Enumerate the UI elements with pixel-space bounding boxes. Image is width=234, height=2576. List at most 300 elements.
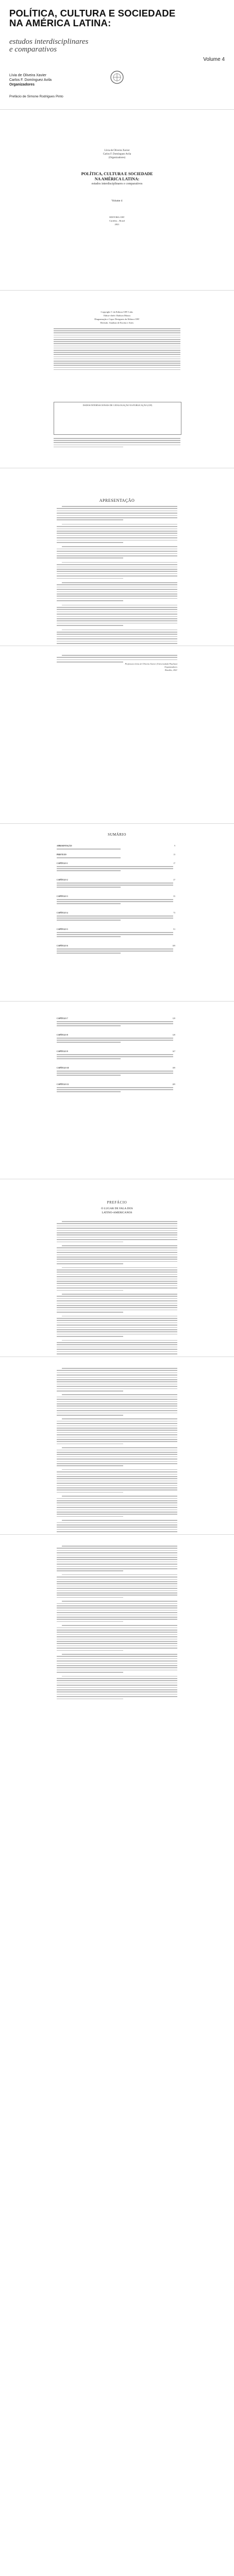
text-line	[57, 1300, 177, 1301]
text-line	[57, 1423, 177, 1424]
text-line	[54, 447, 123, 448]
text-line	[57, 887, 121, 888]
summary-entry-label: APRESENTAÇÃO	[57, 845, 72, 847]
text-line	[62, 655, 177, 656]
text-line	[57, 868, 173, 869]
page-divider	[0, 290, 234, 291]
text-line	[54, 341, 180, 342]
text-line	[57, 1590, 177, 1591]
text-line	[57, 1040, 173, 1041]
text-line	[57, 1089, 173, 1090]
text-line	[57, 1612, 177, 1613]
text-line	[57, 866, 173, 867]
text-line	[57, 564, 177, 565]
cover-volume: Volume 4	[203, 57, 225, 62]
text-line	[57, 614, 177, 615]
text-line	[57, 1405, 177, 1406]
text-line	[62, 1469, 177, 1470]
text-line	[57, 1232, 177, 1233]
text-line	[57, 1459, 177, 1460]
text-line	[54, 339, 180, 340]
text-line	[57, 1502, 177, 1503]
text-line	[57, 529, 177, 530]
summary-entry[interactable]	[57, 862, 175, 865]
text-line	[57, 1648, 177, 1649]
text-line	[57, 1634, 177, 1635]
page-divider	[0, 109, 234, 110]
text-line	[62, 1221, 177, 1222]
text-line	[57, 901, 173, 902]
text-line	[57, 1441, 177, 1442]
text-line	[57, 885, 173, 886]
text-line	[57, 1307, 177, 1308]
text-line	[57, 1283, 177, 1284]
text-line	[57, 553, 177, 554]
signature-place-date: Brasília, 2021	[165, 669, 177, 671]
text-line	[57, 1381, 177, 1382]
summary-entry[interactable]	[57, 912, 175, 914]
text-line	[57, 1349, 177, 1350]
text-line	[57, 1550, 177, 1551]
summary-heading: SUMÁRIO	[108, 833, 126, 837]
text-line	[57, 1555, 177, 1556]
text-line	[57, 1399, 177, 1400]
text-line	[62, 1654, 177, 1655]
cover-page	[0, 0, 234, 108]
text-line	[57, 1250, 177, 1251]
text-line	[57, 1687, 177, 1688]
summary-entry-page: 209	[172, 1083, 175, 1086]
text-line	[57, 1388, 177, 1389]
text-line	[57, 1372, 177, 1374]
text-line	[57, 1605, 177, 1606]
text-line	[62, 1676, 177, 1677]
text-line	[57, 1421, 177, 1422]
summary-entry-label: CAPÍTULO 11	[57, 1083, 69, 1086]
summary-entry-label: CAPÍTULO 10	[57, 1067, 69, 1069]
text-line	[57, 1597, 123, 1598]
text-line	[57, 1336, 123, 1337]
text-line	[57, 533, 177, 534]
summary-entry[interactable]	[57, 879, 175, 882]
text-line	[57, 1531, 177, 1532]
text-line	[54, 348, 180, 349]
text-line	[54, 346, 180, 347]
text-line	[57, 1471, 177, 1472]
text-line	[57, 1621, 123, 1622]
summary-entry-page: 55	[173, 895, 175, 897]
text-line	[57, 1312, 123, 1313]
text-line	[57, 1377, 177, 1378]
text-line	[57, 916, 173, 917]
text-line	[57, 1680, 177, 1681]
text-line	[57, 1527, 177, 1528]
text-line	[57, 1426, 177, 1427]
summary-entry-page: 9	[174, 845, 175, 847]
text-line	[57, 638, 177, 639]
text-line	[54, 354, 180, 355]
text-line	[57, 659, 177, 660]
text-line	[54, 343, 180, 344]
summary-continued-page	[0, 1002, 234, 1177]
text-line	[62, 630, 177, 631]
text-line	[57, 1643, 177, 1644]
text-line	[57, 1500, 177, 1501]
text-line	[57, 1058, 121, 1059]
text-line	[57, 1439, 177, 1440]
text-line	[57, 1592, 177, 1594]
page-divider	[0, 823, 234, 824]
text-line	[57, 1505, 177, 1506]
text-line	[62, 582, 177, 583]
text-line	[57, 1465, 123, 1466]
text-line	[57, 1237, 177, 1238]
cip-box	[54, 402, 181, 435]
text-line	[57, 1552, 177, 1553]
text-line	[57, 1514, 177, 1515]
text-line	[57, 618, 177, 619]
text-line	[62, 1294, 177, 1295]
text-line	[57, 569, 177, 570]
summary-entry-page: 129	[172, 1018, 175, 1020]
text-line	[57, 1415, 123, 1416]
text-line	[57, 1510, 177, 1511]
text-line	[57, 1489, 177, 1490]
summary-entry-page: 37	[173, 879, 175, 881]
text-line	[57, 1285, 177, 1286]
text-line	[57, 1656, 177, 1657]
summary-entry-label: PREFÁCIO	[57, 854, 66, 856]
text-line	[57, 903, 121, 904]
text-line	[57, 662, 123, 663]
text-line	[54, 363, 180, 364]
text-line	[62, 506, 177, 507]
presentation-page	[0, 469, 234, 644]
text-line	[57, 1263, 123, 1264]
text-line	[57, 623, 177, 624]
inner-volume: Volume 4	[111, 199, 123, 202]
text-line	[57, 537, 177, 538]
text-line	[57, 1228, 177, 1229]
inner-title-line: POLÍTICA, CULTURA E SOCIEDADE	[81, 172, 153, 176]
inner-title-line: NA AMÉRICA LATINA:	[94, 177, 140, 181]
text-line	[57, 1444, 123, 1445]
inner-title-page	[0, 110, 234, 289]
text-page	[0, 1358, 234, 1533]
text-line	[57, 1042, 121, 1043]
text-line	[57, 1384, 177, 1385]
text-line	[57, 600, 123, 601]
text-line	[57, 1615, 177, 1616]
text-line	[57, 1091, 121, 1092]
text-line	[57, 1636, 177, 1637]
text-line	[57, 1524, 177, 1526]
text-line	[54, 359, 180, 360]
text-line	[57, 953, 121, 954]
text-line	[57, 1320, 177, 1321]
cover-authors	[9, 73, 52, 87]
text-line	[57, 1581, 177, 1582]
text-line	[57, 1646, 177, 1647]
inner-author: Carlos F. Domínguez Avila	[103, 153, 131, 156]
cover-author: Lívia de Oliveira Xavier	[9, 74, 46, 77]
text-line	[57, 587, 177, 588]
text-line	[57, 934, 173, 935]
text-line	[57, 1683, 177, 1684]
summary-entry[interactable]	[57, 854, 175, 856]
text-line	[57, 571, 177, 572]
presentation-heading: APRESENTAÇÃO	[99, 498, 135, 503]
text-line	[57, 1434, 177, 1435]
text-line	[57, 1663, 177, 1664]
text-line	[62, 1447, 177, 1448]
text-line	[57, 643, 177, 644]
text-line	[57, 1595, 177, 1596]
text-line	[57, 634, 177, 635]
text-line	[54, 357, 180, 358]
text-line	[57, 1370, 177, 1371]
text-line	[57, 612, 177, 613]
organizers-label: Organizadores	[9, 83, 35, 87]
text-line	[57, 1450, 177, 1451]
text-line	[57, 1685, 177, 1686]
text-line	[57, 1305, 177, 1306]
text-line	[57, 1331, 177, 1332]
text-line	[57, 951, 173, 952]
text-line	[57, 1660, 177, 1662]
text-line	[57, 1678, 177, 1679]
text-line	[62, 524, 177, 525]
text-line	[57, 1529, 177, 1530]
text-line	[54, 328, 180, 329]
text-line	[57, 625, 123, 626]
text-line	[62, 1625, 177, 1626]
text-line	[57, 1351, 177, 1352]
summary-entry[interactable]	[57, 1083, 175, 1086]
text-line	[54, 445, 180, 446]
text-line	[57, 1583, 177, 1584]
text-line	[57, 1672, 123, 1673]
summary-entry[interactable]	[57, 845, 175, 848]
text-line	[57, 1603, 177, 1604]
text-line	[57, 1230, 177, 1231]
text-line	[57, 1516, 123, 1517]
text-line	[57, 920, 121, 921]
text-line	[57, 1353, 177, 1354]
text-line	[57, 555, 177, 556]
catalog-page	[0, 291, 234, 466]
summary-entry[interactable]	[57, 1034, 175, 1037]
text-line	[57, 1242, 123, 1243]
text-line	[57, 1259, 177, 1260]
text-line	[62, 1546, 177, 1547]
cover-author: Carlos F. Domínguez Avila	[9, 78, 52, 82]
text-line	[57, 1255, 177, 1256]
text-line	[57, 1296, 177, 1297]
cover-title-line: POLÍTICA, CULTURA E SOCIEDADE	[9, 8, 176, 19]
text-line	[57, 1310, 177, 1311]
text-line	[54, 335, 180, 336]
text-line	[57, 540, 177, 541]
text-line	[57, 1325, 177, 1326]
text-line	[57, 1522, 177, 1523]
text-line	[57, 1269, 177, 1270]
text-line	[57, 1413, 177, 1414]
summary-entry[interactable]	[57, 1067, 175, 1070]
text-line	[62, 546, 177, 547]
text-line	[57, 526, 177, 527]
text-line	[57, 1272, 177, 1273]
summary-entry-page: 17	[173, 862, 175, 865]
text-line	[57, 1474, 177, 1475]
text-line	[57, 551, 177, 552]
text-line	[57, 1586, 177, 1587]
text-line	[57, 1570, 123, 1571]
text-line	[57, 1483, 177, 1484]
text-line	[57, 542, 123, 543]
text-line	[54, 442, 180, 443]
text-line	[57, 1485, 177, 1486]
summary-entry-page: 149	[172, 1034, 175, 1036]
catalog-design: Diagramação e Capa: Designers da Editora CRV	[94, 318, 140, 320]
text-line	[57, 1303, 177, 1304]
text-line	[57, 636, 177, 637]
text-line	[57, 1323, 177, 1324]
summary-entry[interactable]	[57, 895, 175, 898]
text-line	[57, 1667, 177, 1668]
summary-entry-label: CAPÍTULO 3	[57, 895, 68, 897]
text-line	[57, 1564, 177, 1565]
text-line	[57, 1318, 177, 1319]
text-line	[57, 1075, 121, 1076]
text-line	[57, 1617, 177, 1618]
summary-entry[interactable]	[57, 945, 175, 947]
text-line	[57, 1234, 177, 1235]
signature-line: Professora Lívia de Oliveira Xavier (Universidade Paulista)	[125, 663, 177, 665]
catalog-editor: Editor-chefe: Railson Moura	[104, 314, 130, 317]
page-divider	[0, 1001, 234, 1002]
text-line	[62, 1520, 177, 1521]
catalog-review: Revisão: Analista de Escrita e Artes	[100, 321, 134, 324]
text-line	[57, 1290, 123, 1291]
text-line	[62, 1601, 177, 1602]
text-line	[57, 1403, 177, 1404]
text-line	[62, 1496, 177, 1497]
text-line	[57, 1492, 123, 1493]
text-line	[57, 1334, 177, 1335]
summary-entry[interactable]	[57, 928, 175, 931]
text-line	[57, 632, 177, 633]
text-line	[57, 1223, 177, 1224]
text-line	[62, 562, 177, 563]
text-line	[57, 1073, 173, 1074]
text-line	[57, 1274, 177, 1275]
summary-entry-label: CAPÍTULO 8	[57, 1034, 68, 1036]
cover-subtitle-line: e comparativos	[9, 45, 57, 54]
text-line	[57, 899, 173, 900]
text-line	[57, 857, 121, 858]
text-line	[62, 1267, 177, 1268]
summary-entry[interactable]	[57, 1050, 175, 1053]
text-line	[57, 1430, 177, 1431]
text-line	[54, 361, 180, 362]
text-line	[57, 1391, 123, 1392]
text-line	[57, 1607, 177, 1608]
text-line	[62, 1316, 177, 1317]
text-line	[57, 620, 177, 621]
summary-entry-page: 189	[172, 1067, 175, 1069]
text-line	[57, 1630, 177, 1631]
text-line	[57, 596, 177, 597]
text-line	[57, 1327, 177, 1328]
text-line	[62, 1574, 177, 1575]
text-line	[57, 1691, 177, 1692]
inner-publisher-year: 2021	[114, 223, 120, 226]
text-line	[54, 337, 180, 338]
text-line	[57, 1461, 177, 1462]
text-line	[57, 948, 173, 950]
text-line	[57, 849, 121, 850]
text-line	[57, 1342, 177, 1343]
text-line	[57, 1347, 177, 1348]
text-line	[57, 1298, 177, 1299]
text-line	[57, 1261, 177, 1262]
inner-author: Lívia de Oliveira Xavier	[104, 149, 130, 152]
text-line	[57, 1670, 177, 1671]
text-line	[57, 870, 121, 871]
page-divider	[0, 1534, 234, 1535]
summary-entry-label: CAPÍTULO 2	[57, 879, 68, 881]
summary-entry-label: CAPÍTULO 6	[57, 945, 68, 947]
text-line	[57, 1071, 173, 1072]
text-line	[57, 918, 173, 919]
text-line	[57, 511, 177, 512]
text-line	[57, 1281, 177, 1282]
text-line	[57, 1577, 177, 1578]
text-line	[57, 883, 173, 884]
publisher-logo-icon	[101, 70, 133, 85]
text-line	[54, 438, 180, 439]
summary-entry-label: CAPÍTULO 1	[57, 862, 68, 865]
text-line	[54, 352, 180, 353]
text-line	[57, 1548, 177, 1549]
text-line	[57, 1476, 177, 1477]
text-line	[57, 1696, 177, 1697]
text-line	[57, 1512, 177, 1513]
summary-entry-page: 73	[173, 912, 175, 914]
text-line	[57, 1054, 173, 1055]
summary-entry[interactable]	[57, 1018, 175, 1020]
inner-publisher: EDITORA CRV	[109, 216, 125, 218]
inner-organizers-label: (Organizadores)	[108, 157, 126, 159]
text-line	[57, 519, 123, 520]
text-line	[57, 1658, 177, 1659]
text-page	[0, 1535, 234, 1710]
text-line	[57, 1610, 177, 1611]
text-line	[62, 1340, 177, 1341]
text-line	[57, 1329, 177, 1330]
text-line	[57, 657, 177, 658]
inner-subtitle: estudos interdisciplinares e comparativos	[91, 182, 143, 185]
text-line	[57, 1386, 177, 1387]
inner-publisher-city: Curitiba – Brasil	[109, 219, 125, 222]
text-line	[57, 1557, 177, 1558]
text-line	[57, 1021, 173, 1022]
summary-entry-label: CAPÍTULO 5	[57, 928, 68, 930]
text-line	[57, 1454, 177, 1455]
text-line	[57, 641, 177, 642]
preface-heading: PREFÁCIO	[107, 1200, 127, 1205]
